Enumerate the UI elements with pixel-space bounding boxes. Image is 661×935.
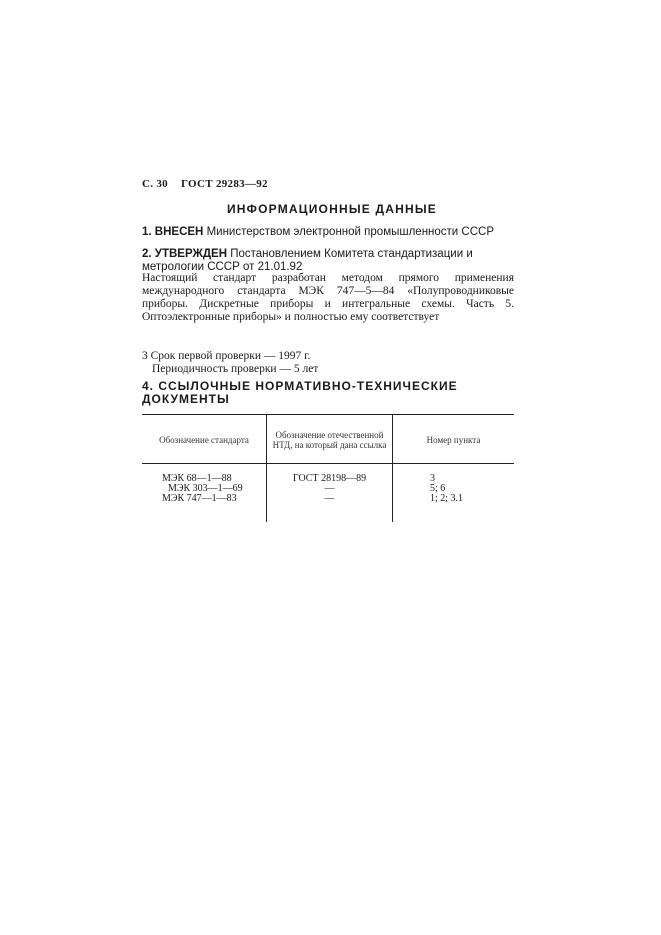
table-cell: ГОСТ 28198—89 [292, 473, 367, 484]
item-2 [142, 248, 514, 274]
table-cell: — [324, 483, 335, 494]
item-3 [142, 350, 514, 376]
table-top-rule [142, 414, 514, 415]
table-cell: МЭК 68—1—88 [162, 473, 232, 484]
section-title: ИНФОРМАЦИОННЫЕ ДАННЫЕ [226, 202, 438, 216]
item-2-keyword: УТВЕРЖДЕН [154, 248, 228, 260]
item-4-title: 4. ССЫЛОЧНЫЕ НОРМАТИВНО-ТЕХНИЧЕСКИЕ ДОКУМЕНТЫ [142, 379, 458, 406]
table-header-standard: Обозначение стандарта [159, 435, 249, 445]
item-1 [142, 226, 514, 239]
item-2-text: Постановлением Комитета стандартизации и метрологии СССР от 21.01.92 [142, 248, 473, 273]
table-column-standard [162, 474, 243, 504]
table-cell: 5; 6 [430, 483, 446, 494]
item-1-keyword: ВНЕСЕН [154, 226, 204, 238]
table-cell: МЭК 747—1—83 [162, 493, 237, 504]
table-header-ntd: Обозначение отечественной НТД, на который дана ссылка [272, 430, 387, 450]
page-header [142, 178, 278, 190]
standard-code: ГОСТ 29283—92 [181, 178, 268, 190]
table-cell: 3 [430, 473, 435, 484]
table-cell: — [324, 493, 335, 504]
page-number: С. 30 [142, 178, 168, 190]
body-paragraph: Настоящий стандарт разработан методом прямого применения международного стандарта МЭК 747—5—84 «Полупроводниковые приборы. Дискретные приборы и интегральные схемы. Часть 5. Оптоэлектронные приборы» и полностью ему соответствует [142, 272, 514, 323]
table-cell: 1; 2; 3.1 [430, 493, 464, 504]
table-column-clause [430, 474, 463, 504]
item-3-line-1: 3 Срок первой проверки — 1997 г. [142, 350, 311, 362]
item-1-number: 1. [142, 226, 152, 238]
table-cell: МЭК 303—1—69 [168, 483, 243, 494]
item-3-line-2: Периодичность проверки — 5 лет [152, 363, 319, 375]
table-header-clause: Номер пункта [426, 435, 481, 445]
item-2-number: 2. [142, 248, 152, 260]
table-header-rule [142, 463, 514, 464]
table-column-ntd [267, 474, 392, 504]
item-1-text: Министерством электронной промышленности СССР [206, 226, 495, 238]
